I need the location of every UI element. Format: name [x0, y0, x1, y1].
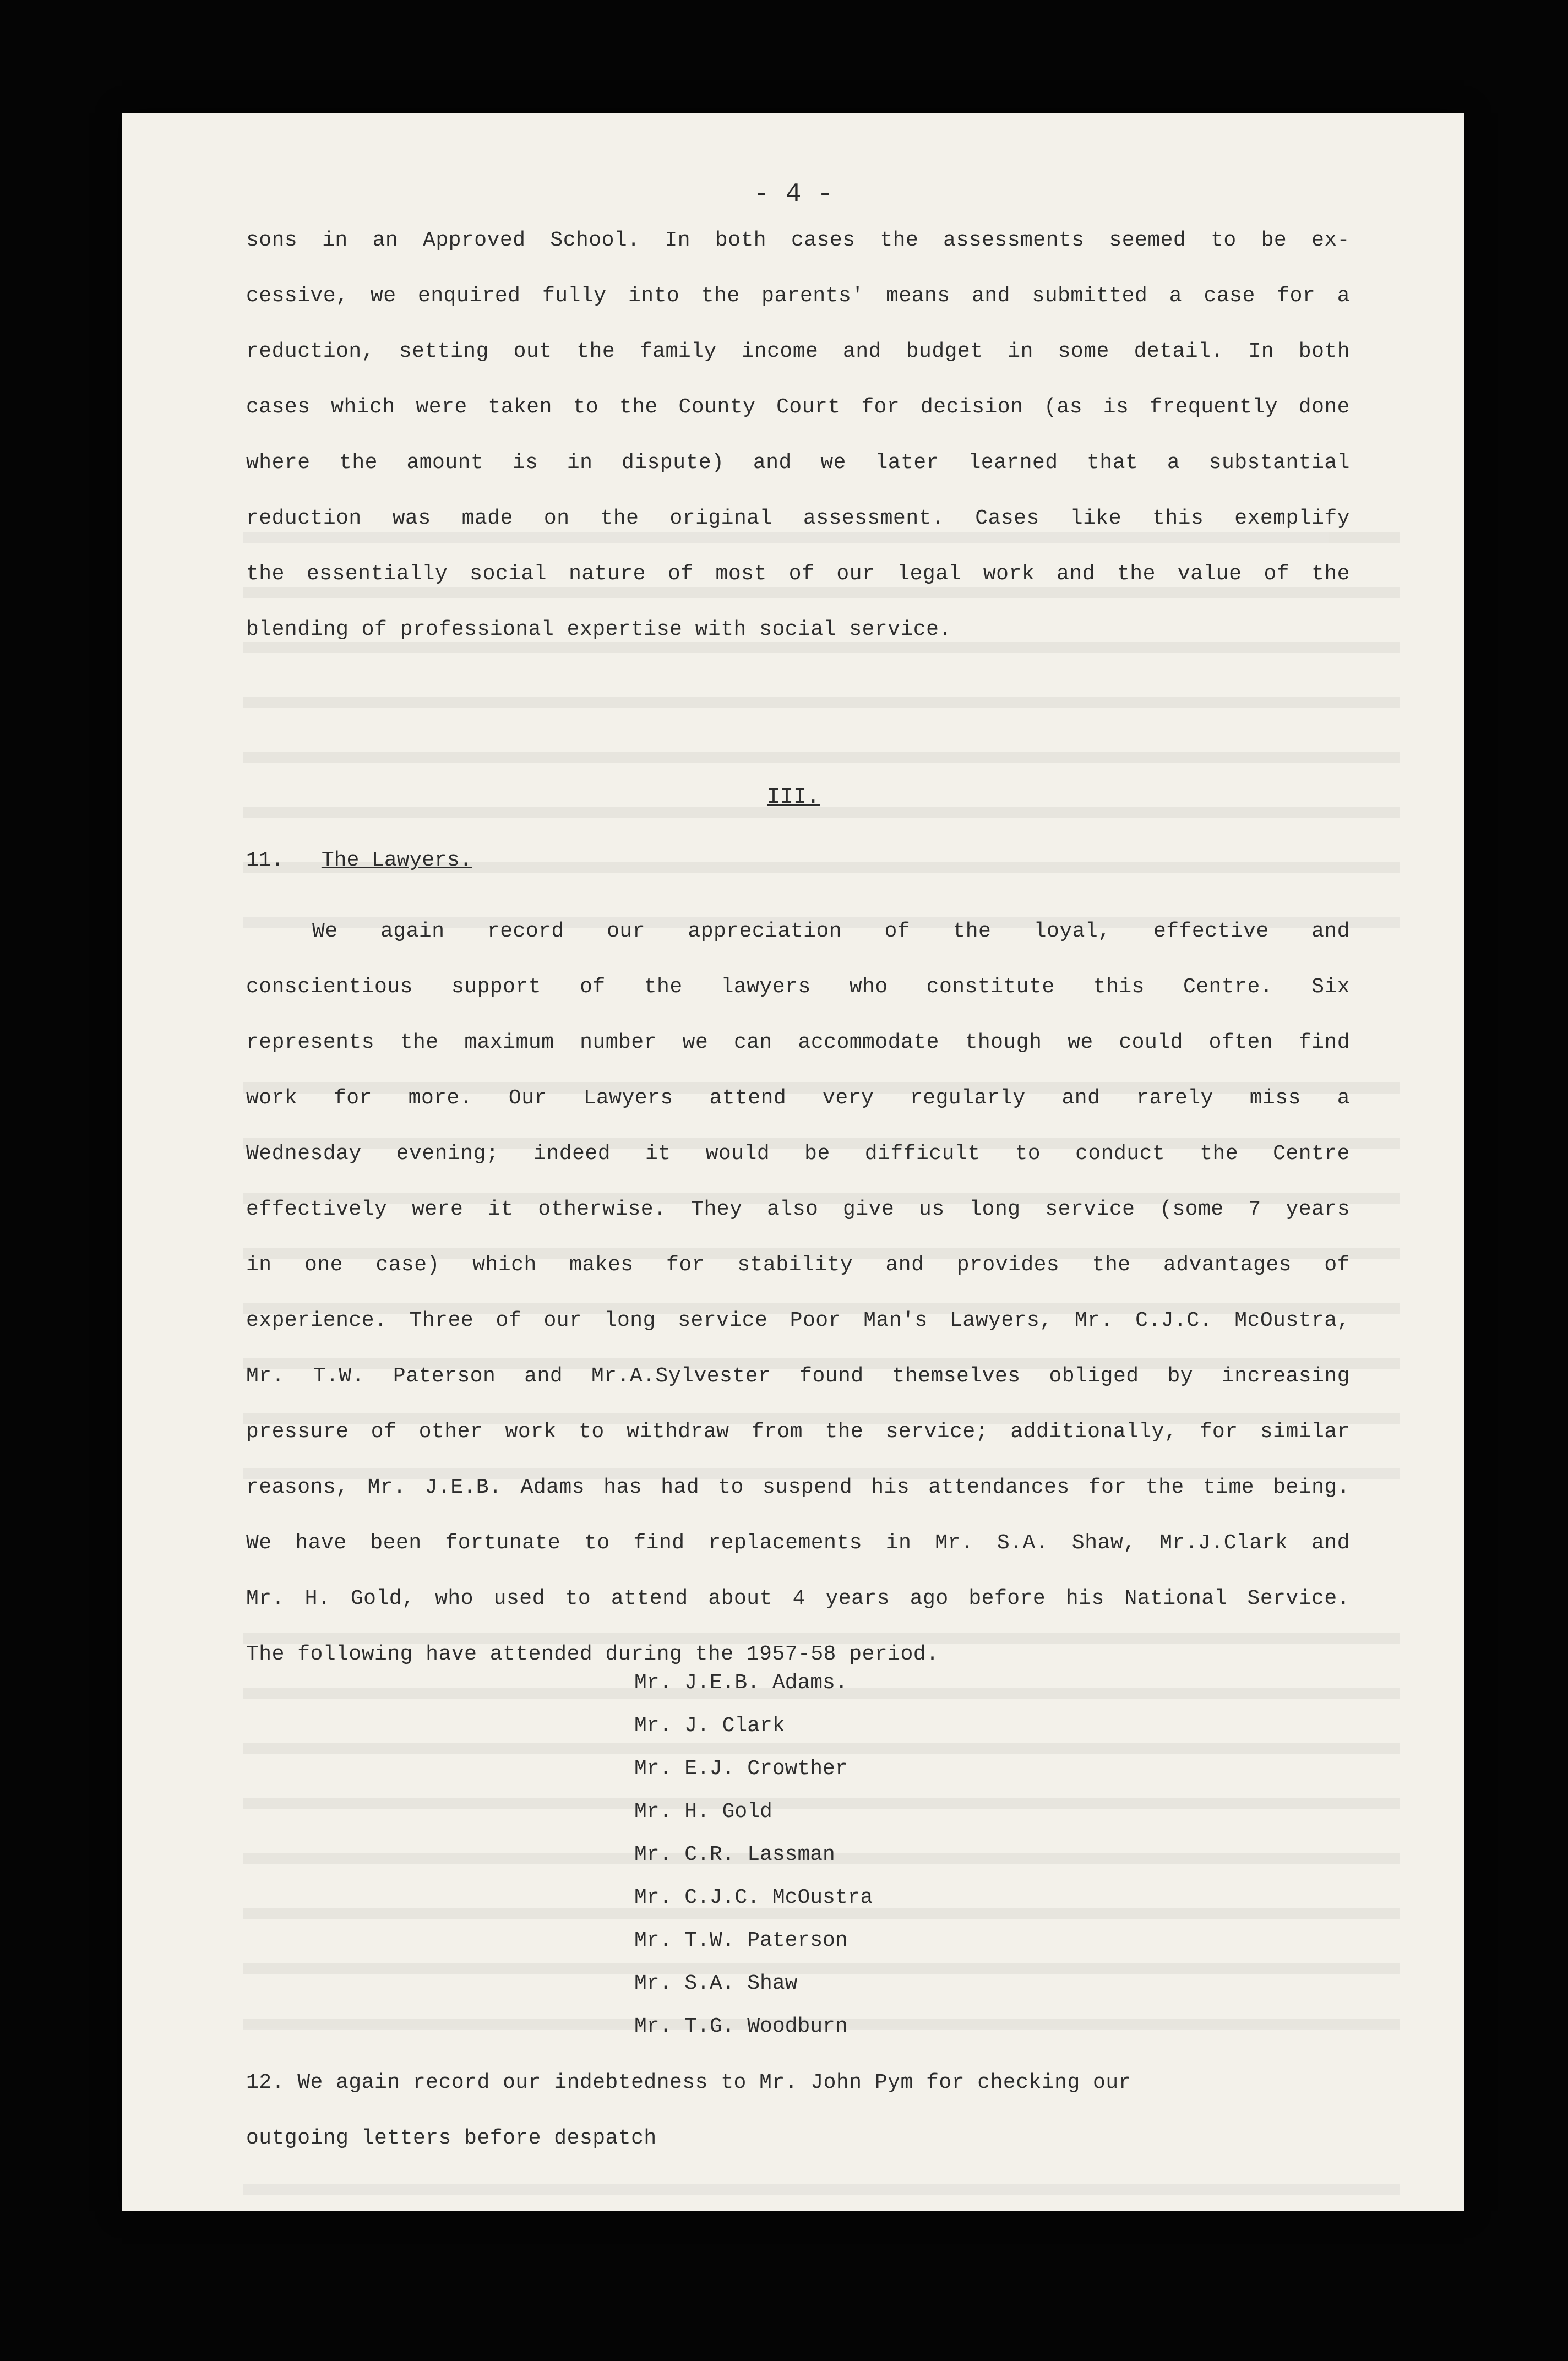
- page-number: - 4 -: [753, 179, 834, 209]
- text-line: reduction was made on the original assessment. Cases like this exemplify: [246, 507, 1350, 530]
- list-item: Mr. C.J.C. McOustra: [634, 1886, 873, 1910]
- text-line: work for more. Our Lawyers attend very regularly and rarely miss a: [246, 1086, 1350, 1110]
- text-line: We again record our appreciation of the loyal, effective and: [312, 920, 1350, 943]
- text-line: effectively were it otherwise. They also give us long service (some 7 years: [246, 1198, 1350, 1221]
- list-item: Mr. H. Gold: [634, 1800, 772, 1824]
- text-line: sons in an Approved School. In both cases the assessments seemed to be ex-: [246, 229, 1350, 252]
- list-item: Mr. T.G. Woodburn: [634, 2015, 848, 2038]
- text-line: The following have attended during the 1957-58 period.: [246, 1642, 939, 1666]
- section-heading-title: The Lawyers.: [321, 848, 472, 872]
- section-heading: [246, 848, 472, 872]
- text-line: cases which were taken to the County Court for decision (as is frequently done: [246, 395, 1350, 419]
- list-item: Mr. E.J. Crowther: [634, 1757, 848, 1781]
- text-line: where the amount is in dispute) and we later learned that a substantial: [246, 451, 1350, 475]
- list-item: Mr. T.W. Paterson: [634, 1929, 848, 1952]
- text-line: blending of professional expertise with social service.: [246, 618, 952, 641]
- text-line: conscientious support of the lawyers who constitute this Centre. Six: [246, 975, 1350, 999]
- paragraph-12: [246, 2055, 1350, 2166]
- text-line: Mr. T.W. Paterson and Mr.A.Sylvester found themselves obliged by increasing: [246, 1364, 1350, 1388]
- text-line: We have been fortunate to find replacements in Mr. S.A. Shaw, Mr.J.Clark and: [246, 1531, 1350, 1555]
- text-line: reduction, setting out the family income and budget in some detail. In both: [246, 340, 1350, 363]
- list-item: Mr. J.E.B. Adams.: [634, 1671, 848, 1695]
- text-line: experience. Three of our long service Poor Man's Lawyers, Mr. C.J.C. McOustra,: [246, 1309, 1350, 1332]
- section-heading-number: 11.: [246, 848, 284, 872]
- list-item: Mr. J. Clark: [634, 1714, 785, 1738]
- document-page: [122, 113, 1464, 2211]
- list-item: Mr. S.A. Shaw: [634, 1972, 798, 1995]
- text-line: cessive, we enquired fully into the parents' means and submitted a case for a: [246, 284, 1350, 308]
- text-line: reasons, Mr. J.E.B. Adams has had to suspend his attendances for the time being.: [246, 1476, 1350, 1499]
- continuation-paragraph: [246, 213, 1350, 657]
- text-line: Mr. H. Gold, who used to attend about 4 years ago before his National Service.: [246, 1587, 1350, 1611]
- paragraph-11: [246, 904, 1350, 1682]
- text-line: outgoing letters before despatch: [246, 2126, 657, 2150]
- text-line: represents the maximum number we can accommodate though we could often find: [246, 1031, 1350, 1054]
- text-line: pressure of other work to withdraw from the service; additionally, for similar: [246, 1420, 1350, 1444]
- text-line: 12. We again record our indebtedness to Mr. John Pym for checking our: [246, 2071, 1131, 2095]
- section-numeral: [122, 785, 1464, 810]
- section-numeral-text: III.: [766, 785, 820, 810]
- text-line: the essentially social nature of most of our legal work and the value of the: [246, 562, 1350, 586]
- list-item: Mr. C.R. Lassman: [634, 1843, 835, 1867]
- lawyers-list: [634, 1662, 873, 2048]
- text-line: Wednesday evening; indeed it would be difficult to conduct the Centre: [246, 1142, 1350, 1166]
- text-line: in one case) which makes for stability and provides the advantages of: [246, 1253, 1350, 1277]
